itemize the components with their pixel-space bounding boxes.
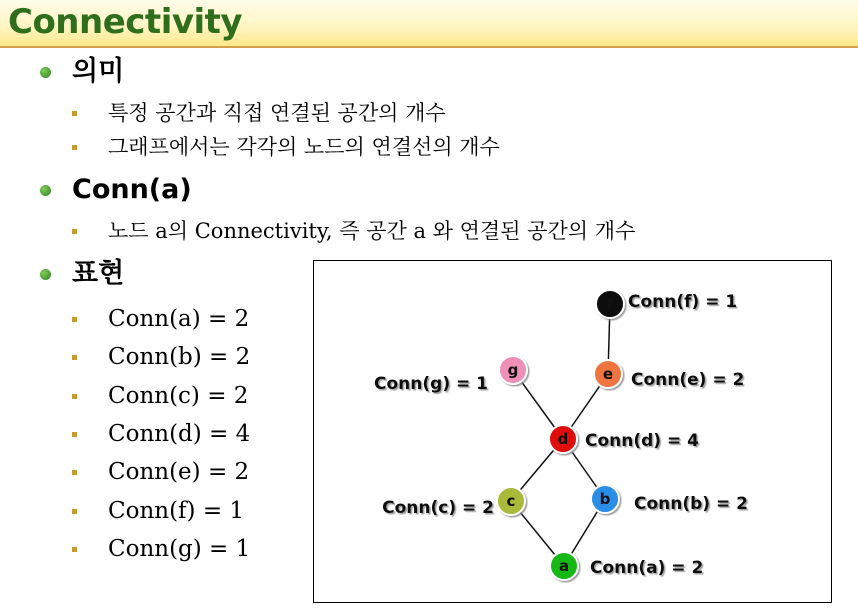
bullet-square-icon [72, 317, 77, 322]
conn-item-text: Conn(e) = 2 [108, 459, 250, 485]
node-conn-label-a: Conn(a) = 2 [590, 558, 704, 578]
node-letter-b: b [599, 490, 611, 508]
graph-diagram-box [313, 260, 832, 603]
conn-item-text: Conn(c) = 2 [108, 383, 249, 409]
sub-bullet-text: 특정 공간과 직접 연결된 공간의 개수 [108, 101, 446, 125]
sub-bullet-text: 그래프에서는 각각의 노드의 연결선의 개수 [108, 135, 500, 159]
conn-item-text: Conn(f) = 1 [108, 498, 245, 524]
bullet-square-icon [72, 111, 77, 116]
node-letter-c: c [506, 492, 516, 510]
conn-item-text: Conn(d) = 4 [108, 421, 251, 447]
node-conn-label-g: Conn(g) = 1 [374, 374, 488, 394]
sub-bullet-text: 노드 a의 Connectivity, 즉 공간 a 와 연결된 공간의 개수 [108, 219, 636, 243]
bullet-square-icon [72, 547, 77, 552]
bullet-dot-icon [40, 185, 51, 196]
bullet-heading: 표현 [72, 258, 125, 289]
bullet-dot-icon [40, 269, 51, 280]
bullet-square-icon [72, 509, 77, 514]
bullet-square-icon [72, 145, 77, 150]
bullet-square-icon [72, 432, 77, 437]
node-letter-f: f [606, 295, 614, 313]
bullet-square-icon [72, 355, 77, 360]
slide-title: Connectivity [8, 2, 243, 42]
conn-item-text: Conn(a) = 2 [108, 306, 250, 332]
node-letter-a: a [558, 557, 570, 575]
bullet-heading: 의미 [72, 56, 125, 87]
node-conn-label-c: Conn(c) = 2 [382, 498, 494, 518]
bullet-square-icon [72, 470, 77, 475]
node-conn-label-e: Conn(e) = 2 [631, 370, 745, 390]
bullet-square-icon [72, 229, 77, 234]
title-bar [0, 0, 858, 48]
graph-nodes [374, 290, 748, 580]
graph-diagram [314, 261, 831, 602]
node-letter-e: e [602, 365, 614, 383]
node-letter-g: g [507, 361, 519, 379]
bullet-square-icon [72, 394, 77, 399]
node-conn-label-b: Conn(b) = 2 [634, 494, 748, 514]
bullet-heading: Conn(a) [72, 174, 192, 205]
node-letter-d: d [557, 430, 569, 448]
node-conn-label-f: Conn(f) = 1 [628, 292, 738, 312]
conn-item-text: Conn(g) = 1 [108, 536, 251, 562]
bullet-dot-icon [40, 67, 51, 78]
node-conn-label-d: Conn(d) = 4 [585, 431, 699, 451]
conn-item-text: Conn(b) = 2 [108, 344, 251, 370]
